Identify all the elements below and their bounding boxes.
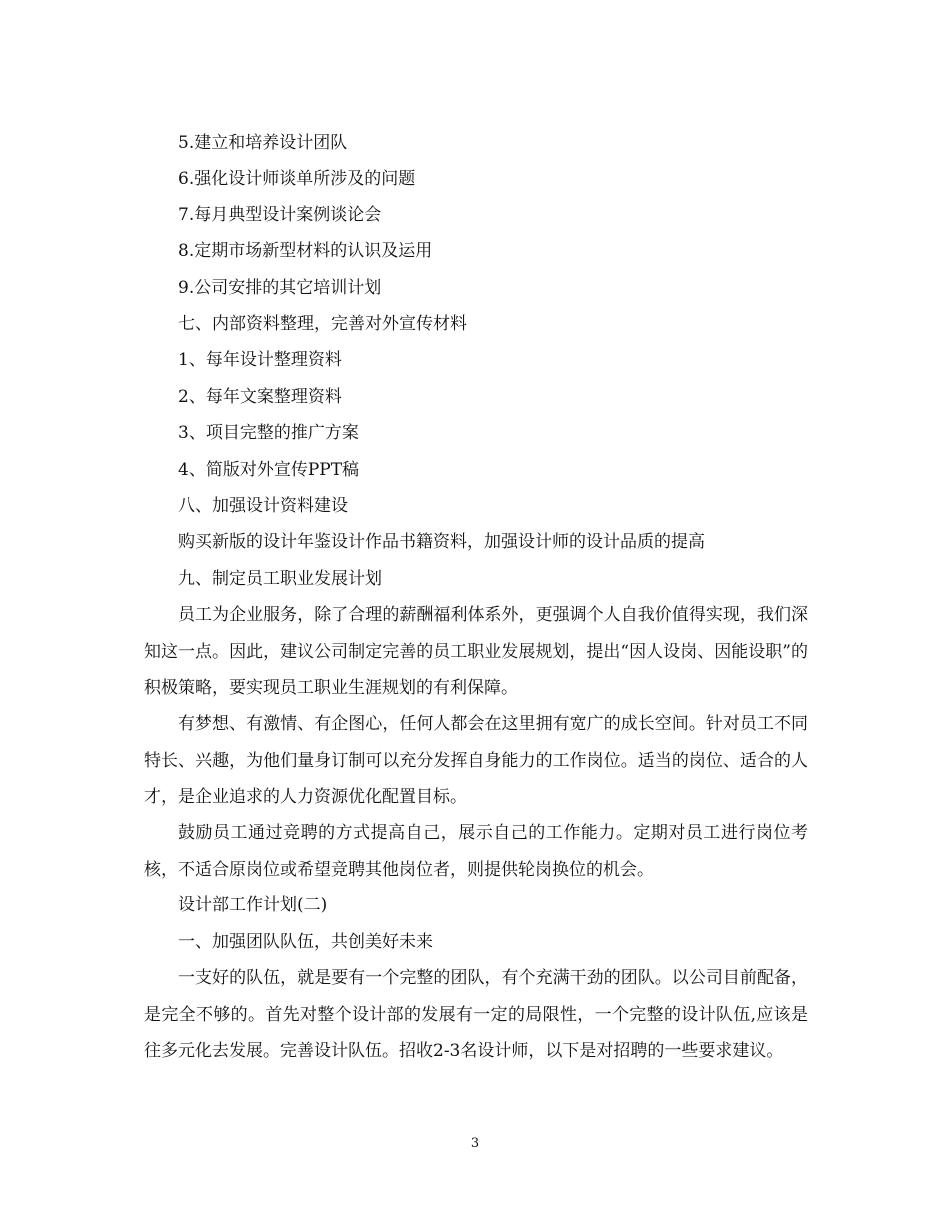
list-item: 7.每月典型设计案例谈论会	[178, 205, 382, 225]
list-item: 5.建立和培养设计团队	[178, 133, 348, 153]
list-item: 1、每年设计整理资料	[178, 350, 342, 370]
body-line: 购买新版的设计年鉴设计作品书籍资料，加强设计师的设计品质的提高	[178, 532, 705, 552]
page-number: 3	[470, 1136, 480, 1151]
list-item: 3、项目完整的推广方案	[178, 423, 359, 443]
list-item: 8.定期市场新型材料的认识及运用	[178, 241, 433, 261]
section-title: 设计部工作计划(二)	[178, 895, 328, 915]
section-heading: 九、制定员工职业发展计划	[178, 569, 382, 589]
body-paragraph: 员工为企业服务，除了合理的薪酬福利体系外，更强调个人自我价值得实现，我们深知这一点。因此，建议公司制定完善的员工职业发展规划，提出“因人设岗、因能设职”的积极策略，要实现员工职业生涯规划的有利保障。	[144, 605, 808, 698]
list-item: 2、每年文案整理资料	[178, 387, 342, 407]
list-item: 6.强化设计师谈单所涉及的问题	[178, 169, 416, 189]
body-paragraph: 一支好的队伍，就是要有一个完整的团队，有个充满干劲的团队。以公司目前配备，是完全不够的。首先对整个设计部的发展有一定的局限性，一个完整的设计队伍,应该是往多元化去发展。完善设计队伍。招收2-3名设计师，以下是对招聘的一些要求建议。	[144, 968, 808, 1061]
section-heading: 八、加强设计资料建设	[178, 496, 348, 516]
section-heading: 七、内部资料整理，完善对外宣传材料	[178, 314, 467, 334]
list-item: 4、简版对外宣传PPT稿	[178, 460, 360, 480]
body-paragraph: 有梦想、有激情、有企图心，任何人都会在这里拥有宽广的成长空间。针对员工不同特长、兴趣，为他们量身订制可以充分发挥自身能力的工作岗位。适当的岗位、适合的人才，是企业追求的人力资源优化配置目标。	[144, 714, 808, 807]
list-item: 9.公司安排的其它培训计划	[178, 278, 382, 298]
body-paragraph: 鼓励员工通过竞聘的方式提高自己，展示自己的工作能力。定期对员工进行岗位考核，不适合原岗位或希望竞聘其他岗位者，则提供轮岗换位的机会。	[144, 823, 808, 880]
section-heading: 一、加强团队队伍，共创美好未来	[178, 932, 433, 952]
